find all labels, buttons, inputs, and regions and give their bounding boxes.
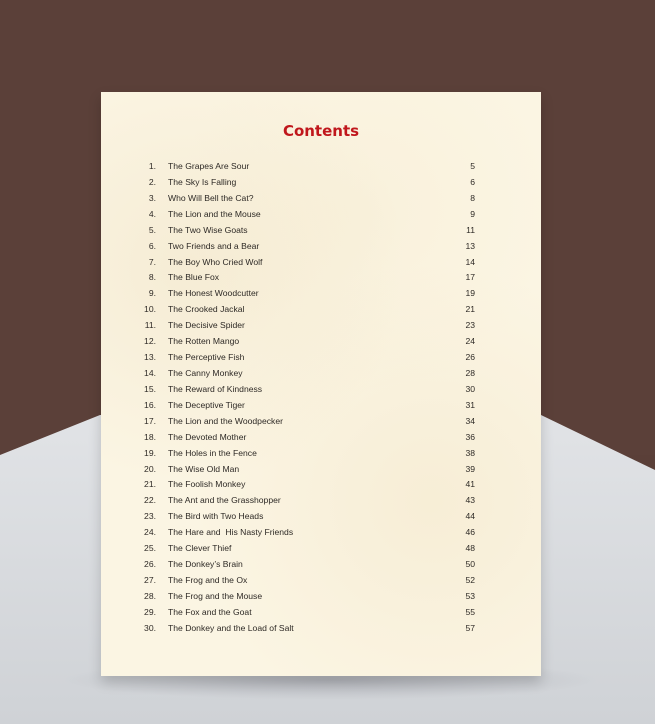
toc-entry [101, 398, 541, 414]
toc-entry-title: The Clever Thief [168, 543, 232, 554]
toc-entry-page: 53 [465, 590, 475, 601]
toc-entry-page: 26 [465, 352, 475, 363]
toc-entry [101, 589, 541, 605]
toc-entry-number: 9. [148, 288, 156, 299]
toc-entry-page: 34 [465, 415, 475, 426]
toc-entry-number: 4. [148, 208, 156, 219]
toc-entry-page: 28 [465, 367, 475, 378]
toc-entry [101, 557, 541, 573]
toc-entry-page: 21 [465, 304, 475, 315]
toc-entry [101, 223, 541, 239]
toc-entry-title: The Devoted Mother [168, 431, 247, 442]
toc-entry-page: 43 [465, 495, 475, 506]
toc-entry-number: 25. [144, 543, 156, 554]
toc-entry [101, 366, 541, 382]
toc-entry-page: 50 [465, 559, 475, 570]
toc-entry-title: The Blue Fox [168, 272, 220, 283]
toc-entry-page: 11 [466, 224, 475, 235]
toc-entry-title: The Frog and the Mouse [168, 590, 263, 601]
toc-entry-number: 18. [144, 431, 156, 442]
toc-entry-page: 46 [465, 527, 475, 538]
toc-entry-title: The Canny Monkey [168, 367, 243, 378]
toc-entry-title: The Foolish Monkey [168, 479, 246, 490]
toc-entry [101, 477, 541, 493]
toc-entry-title: The Lion and the Woodpecker [168, 415, 283, 426]
toc-entry [101, 255, 541, 271]
toc-entry-number: 2. [148, 176, 156, 187]
toc-entry-title: The Holes in the Fence [168, 447, 257, 458]
toc-entry-title: The Perceptive Fish [168, 352, 245, 363]
toc-entry-page: 24 [465, 336, 475, 347]
toc-entry-number: 11. [144, 320, 156, 331]
toc-entry-number: 16. [144, 399, 156, 410]
toc-entry-number: 15. [144, 383, 156, 394]
toc-entry-number: 26. [144, 559, 156, 570]
toc-entry [101, 382, 541, 398]
toc-entry [101, 286, 541, 302]
toc-entry-number: 7. [148, 256, 156, 267]
toc-entry-page: 57 [465, 622, 475, 633]
toc-entry-number: 19. [144, 447, 156, 458]
toc-entry-number: 23. [144, 511, 156, 522]
toc-entry [101, 525, 541, 541]
toc-entry-title: Who Will Bell the Cat? [168, 192, 254, 203]
toc-entry-page: 14 [465, 256, 475, 267]
toc-entry-title: The Bird with Two Heads [168, 511, 264, 522]
toc-entry [101, 621, 541, 637]
toc-entry [101, 334, 541, 350]
toc-entry [101, 350, 541, 366]
toc-entry [101, 175, 541, 191]
toc-entry-number: 3. [148, 192, 156, 203]
toc-entry-number: 17. [144, 415, 156, 426]
toc-entry-page: 19 [465, 288, 475, 299]
toc-entry-title: The Rotten Mango [168, 336, 240, 347]
toc-entry [101, 191, 541, 207]
document-page [101, 92, 541, 676]
toc-entry-title: The Decisive Spider [168, 320, 245, 331]
toc-entry [101, 159, 541, 175]
toc-entry-title: The Ant and the Grasshopper [168, 495, 281, 506]
toc-entry [101, 573, 541, 589]
toc-entry-number: 20. [144, 463, 156, 474]
toc-entry-number: 5. [148, 224, 156, 235]
toc-entry-page: 23 [465, 320, 475, 331]
toc-entry-number: 8. [148, 272, 156, 283]
toc-entry-number: 14. [144, 367, 156, 378]
toc-entry [101, 605, 541, 621]
toc-entry [101, 541, 541, 557]
toc-entry-page: 9 [470, 208, 475, 219]
toc-entry-title: The Crooked Jackal [168, 304, 245, 315]
toc-entry-page: 39 [465, 463, 475, 474]
toc-entry-number: 29. [144, 606, 156, 617]
toc-entry-number: 10. [144, 304, 156, 315]
toc-entry-page: 5 [470, 161, 475, 171]
toc-entry-title: The Lion and the Mouse [168, 208, 261, 219]
toc-entry-title: The Fox and the Goat [168, 606, 252, 617]
toc-entry-page: 48 [465, 543, 475, 554]
toc-entry-number: 6. [148, 240, 156, 251]
toc-entry-number: 13. [144, 352, 156, 363]
toc-entry-page: 13 [465, 240, 475, 251]
toc-entry [101, 430, 541, 446]
toc-entry [101, 239, 541, 255]
toc-entry-title: The Reward of Kindness [168, 383, 263, 394]
toc-entry-number: 24. [144, 527, 156, 538]
toc-entry-page: 31 [465, 399, 475, 410]
toc-entry-page: 52 [465, 574, 475, 585]
toc-entry-title: The Donkey’s Brain [168, 559, 243, 570]
toc-entry [101, 446, 541, 462]
toc-entry [101, 414, 541, 430]
toc-entry [101, 462, 541, 478]
toc-entry-number: 22. [144, 495, 156, 506]
toc-entry-number: 1. [148, 161, 156, 171]
toc-entry-number: 28. [144, 590, 156, 601]
toc-entry [101, 207, 541, 223]
page-title: Contents [282, 122, 360, 140]
toc-entry-title: Two Friends and a Bear [168, 240, 260, 251]
toc-entry-page: 55 [465, 606, 475, 617]
toc-entry [101, 318, 541, 334]
toc-entry-number: 12. [144, 336, 156, 347]
toc-entry [101, 509, 541, 525]
toc-entry-title: The Honest Woodcutter [168, 288, 259, 299]
toc-entry-page: 38 [465, 447, 475, 458]
toc-entry-page: 41 [465, 479, 475, 490]
toc-entry-title: The Hare and His Nasty Friends [168, 527, 294, 538]
toc-entry [101, 302, 541, 318]
toc-entry-page: 17 [465, 272, 475, 283]
toc-entry-number: 21. [144, 479, 156, 490]
toc-entry-title: The Wise Old Man [168, 463, 240, 474]
toc-entry-title: The Grapes Are Sour [168, 161, 250, 171]
toc-entry-title: The Two Wise Goats [168, 224, 248, 235]
toc-entry-page: 8 [470, 192, 475, 203]
toc-entry-title: The Frog and the Ox [168, 574, 248, 585]
toc-entry-title: The Sky Is Falling [168, 176, 237, 187]
toc-entry-page: 6 [470, 176, 475, 187]
table-of-contents [101, 159, 541, 637]
toc-entry-title: The Deceptive Tiger [168, 399, 245, 410]
toc-entry-title: The Donkey and the Load of Salt [168, 622, 294, 633]
toc-entry-page: 30 [465, 383, 475, 394]
toc-entry-number: 27. [144, 574, 156, 585]
toc-entry [101, 270, 541, 286]
toc-entry-page: 44 [465, 511, 475, 522]
toc-entry [101, 493, 541, 509]
toc-entry-page: 36 [465, 431, 475, 442]
toc-entry-title: The Boy Who Cried Wolf [168, 256, 263, 267]
toc-entry-number: 30. [144, 622, 156, 633]
